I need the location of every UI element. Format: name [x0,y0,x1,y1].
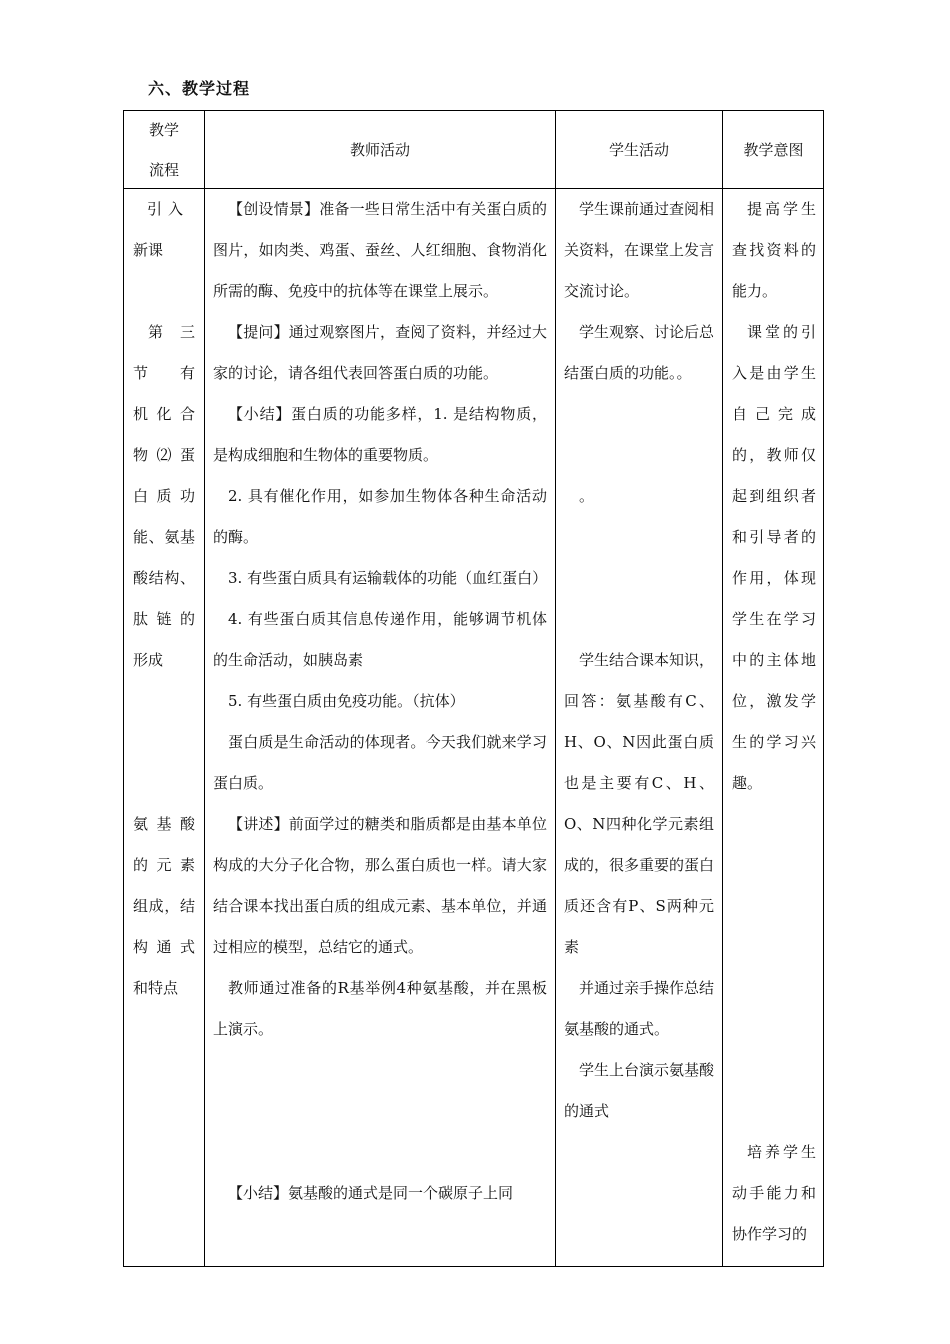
teaching-process-table [123,110,824,1267]
teacher-function-5: 5. 有些蛋白质由免疫功能。（抗体） [228,692,465,710]
teacher-scenario: 【创设情景】准备一些日常生活中有关蛋白质的图片，如肉类、鸡蛋、蚕丝、人红细胞、食物消化所需的酶、免疫中的抗体等在课堂上展示。 [213,200,547,300]
student-operate: 并通过亲手操作总结氨基酸的通式。 [564,979,715,1038]
flow-amino-line5: 和特点 [133,979,179,997]
flow-amino-line4: 构通式 [133,938,195,956]
student-observe: 学生观察、讨论后总结蛋白质的功能。。 [564,323,715,382]
flow-amino-line3: 组成，结 [133,897,195,915]
teacher-function-4: 4. 有些蛋白质其信息传递作用，能够调节机体的生命活动，如胰岛素 [213,610,547,669]
intent-research-ability: 提高学生查找资料的能力。 [732,200,816,300]
teacher-summary-amino-acid: 【小结】氨基酸的通式是同一个碳原子上同 [228,1184,514,1202]
section-title: 六、教学过程 [148,79,251,98]
column-divider [722,111,723,1266]
teacher-demonstration: 教师通过准备的R基举例4种氨基酸，并在黑板上演示。 [213,979,547,1038]
student-answer: 学生结合课本知识，回答：氨基酸有C、H、O、N因此蛋白质也是主要有C、H、O、N四种化学元素组成的，很多重要的蛋白质还含有P、S两种元素 [564,651,715,956]
header-flow-line2: 流程 [148,160,179,179]
flow-intro-line1: 引 入 [147,200,183,218]
teacher-lecture: 【讲述】前面学过的糖类和脂质都是由基本单位构成的大分子化合物，那么蛋白质也一样。请大家结合课本找出蛋白质的组成元素、基本单位，并通过相应的模型，总结它的通式。 [213,815,547,956]
intent-student-centered: 课堂的引入是由学生自己完成的，教师仅起到组织者和引导者的作用，体现学生在学习中的主体地位，激发学生的学习兴趣。 [732,323,816,792]
flow-section-line8: 肽链的 [133,610,195,628]
flow-section-line6: 能、氨基 [133,528,195,546]
header-teacher-activity: 教师活动 [349,140,410,159]
flow-section-line4: 物⑵蛋 [133,446,195,464]
intent-hands-on: 培养学生动手能力和协作学习的 [732,1143,816,1243]
column-divider [204,111,205,1266]
flow-amino-line2: 的元素 [133,856,195,874]
flow-intro-line2: 新课 [133,241,164,259]
teacher-transition: 蛋白质是生命活动的体现者。今天我们就来学习蛋白质。 [213,733,547,792]
student-research: 学生课前通过查阅相关资料，在课堂上发言交流讨论。 [564,200,715,300]
flow-section-line2: 节 有 [133,364,195,382]
teaching-intent-column [732,189,816,1255]
flow-amino-line1: 氨基酸 [133,815,195,833]
flow-section-line1: 第 三 [148,323,195,341]
header-flow-line1: 教学 [148,120,179,139]
teacher-activity-column [213,189,547,1214]
column-divider [555,111,556,1266]
student-note: 。 [579,487,595,505]
teacher-function-3: 3. 有些蛋白质具有运输载体的功能（血红蛋白） [228,569,548,587]
flow-section-line7: 酸结构、 [133,569,195,587]
flow-column [133,189,195,1009]
student-demonstrate: 学生上台演示氨基酸的通式 [564,1061,715,1120]
teacher-question: 【提问】通过观察图片，查阅了资料，并经过大家的讨论，请各组代表回答蛋白质的功能。 [213,323,547,382]
teacher-function-2: 2. 具有催化作用，如参加生物体各种生命活动的酶。 [213,487,547,546]
teacher-summary-functions: 【小结】蛋白质的功能多样，1. 是结构物质，是构成细胞和生物体的重要物质。 [213,405,547,464]
flow-section-line5: 白质功 [133,487,195,505]
flow-section-line3: 机化合 [133,405,195,423]
header-teaching-intent: 教学意图 [743,140,804,159]
flow-section-line9: 形成 [133,651,164,669]
header-student-activity: 学生活动 [608,140,669,159]
header-flow [124,111,204,188]
student-activity-column [564,189,714,1132]
